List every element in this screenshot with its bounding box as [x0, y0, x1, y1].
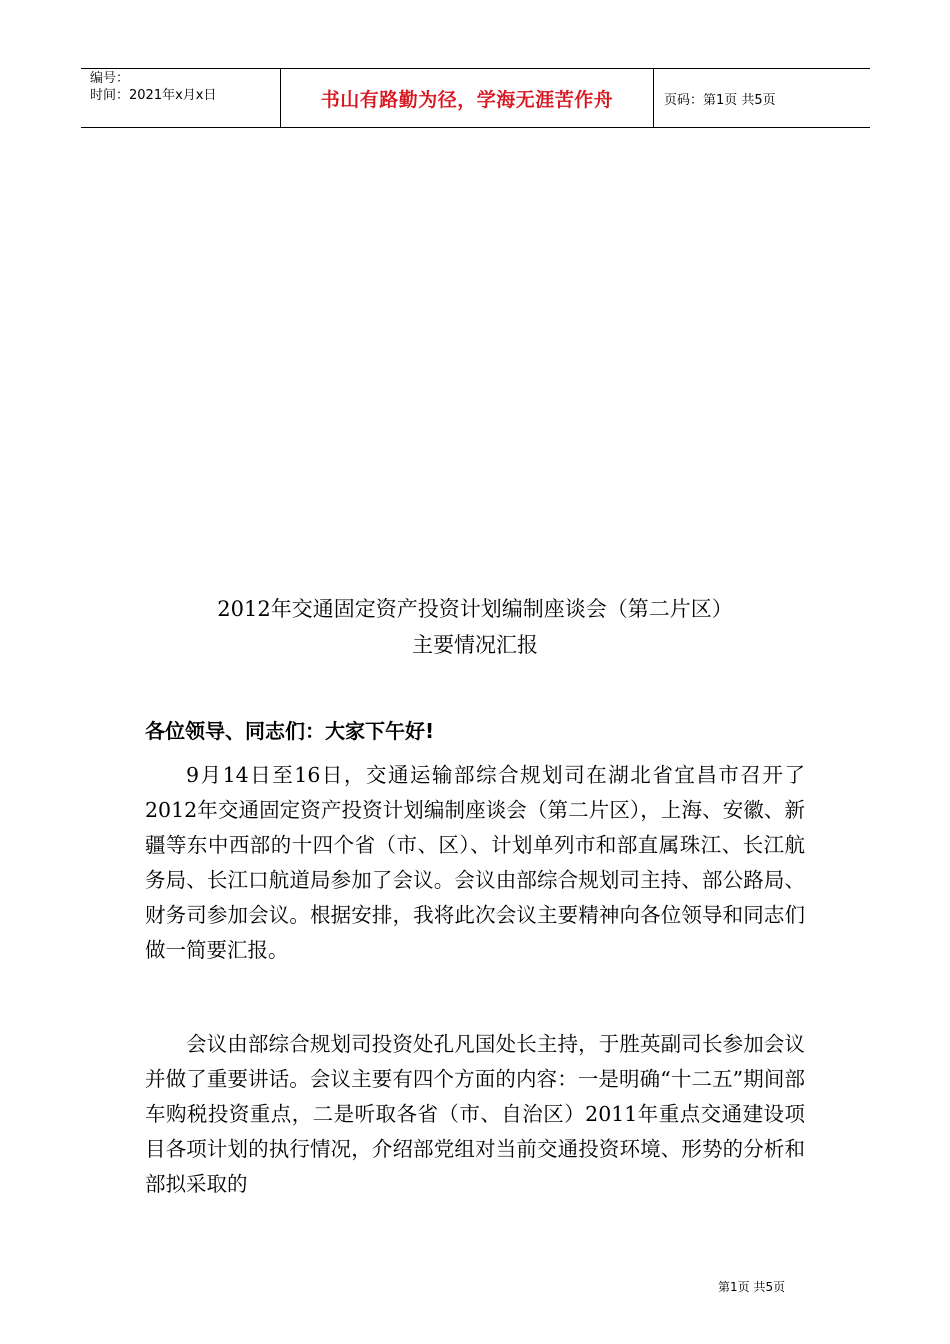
header-page-cell	[654, 69, 870, 127]
header-page-info: 页码：第1页 共5页	[664, 92, 776, 108]
time-label: 时间：2021年x月x日	[90, 88, 217, 103]
document-title-line-1: 2012年交通固定资产投资计划编制座谈会（第二片区）	[217, 597, 733, 621]
footer-page-info: 第1页 共5页	[718, 1280, 786, 1294]
body-paragraph-2: 会议由部综合规划司投资处孔凡国处长主持，于胜英副司长参加会议并做了重要讲话。会议主要有四个方面的内容：一是明确“十二五”期间部车购税投资重点，二是听取各省（市、自治区）2011年重点交通建设项目各项计划的执行情况，介绍部党组对当前交通投资环境、形势的分析和部拟采取的	[145, 1032, 805, 1196]
document-title-line-2: 主要情况汇报	[412, 633, 538, 657]
number-label: 编号：	[90, 71, 130, 86]
header-motto-cell	[281, 69, 654, 127]
document-header	[81, 68, 870, 128]
body-paragraph-1: 9月14日至16日，交通运输部综合规划司在湖北省宜昌市召开了2012年交通固定资产投资计划编制座谈会（第二片区），上海、安徽、新疆等东中西部的十四个省（市、区）、计划单列市和部直属珠江、长江航务局、长江口航道局参加了会议。会议由部综合规划司主持、部公路局、财务司参加会议。根据安排，我将此次会议主要精神向各位领导和同志们做一简要汇报。	[145, 763, 805, 962]
header-meta-cell	[81, 69, 281, 127]
motto-text: 书山有路勤为径，学海无涯苦作舟	[320, 88, 614, 111]
greeting: 各位领导、同志们：大家下午好!	[145, 719, 435, 743]
